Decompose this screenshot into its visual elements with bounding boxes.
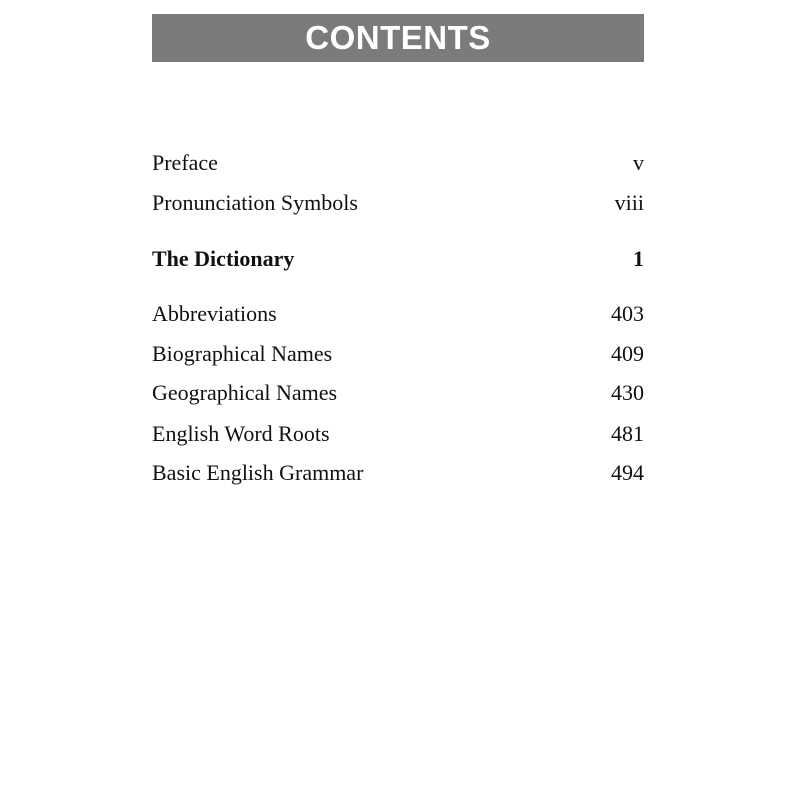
toc-entry-label: Geographical Names [152, 380, 338, 405]
toc-entry-page: viii [614, 190, 644, 215]
toc-entry-page: 1 [633, 246, 644, 271]
toc-entry-page: 494 [611, 460, 644, 485]
toc-entry-page: v [633, 150, 644, 175]
toc-entry-geographical-names[interactable] [152, 380, 644, 406]
toc-entry-preface[interactable] [152, 150, 644, 176]
toc-entry-label: Basic English Grammar [152, 460, 364, 485]
toc-entry-label: Abbreviations [152, 301, 277, 326]
toc-entry-biographical-names[interactable] [152, 341, 644, 367]
toc-entry-page: 430 [611, 380, 644, 405]
contents-header [152, 14, 644, 62]
toc-entry-label: Preface [152, 150, 218, 175]
toc-entry-basic-english-grammar[interactable] [152, 460, 644, 486]
toc-entry-pronunciation-symbols[interactable] [152, 190, 644, 216]
toc-entry-page: 409 [611, 341, 644, 366]
toc-entry-page: 481 [611, 421, 644, 446]
toc-entry-english-word-roots[interactable] [152, 421, 644, 447]
toc-entry-label: Biographical Names [152, 341, 333, 366]
toc-entry-page: 403 [611, 301, 644, 326]
toc-entry-label: Pronunciation Symbols [152, 190, 358, 215]
page-title: CONTENTS [305, 19, 491, 56]
toc-entry-label: English Word Roots [152, 421, 330, 446]
toc-entry-the-dictionary[interactable] [152, 246, 644, 272]
toc-entry-abbreviations[interactable] [152, 301, 644, 327]
toc-entry-label: The Dictionary [152, 246, 295, 271]
